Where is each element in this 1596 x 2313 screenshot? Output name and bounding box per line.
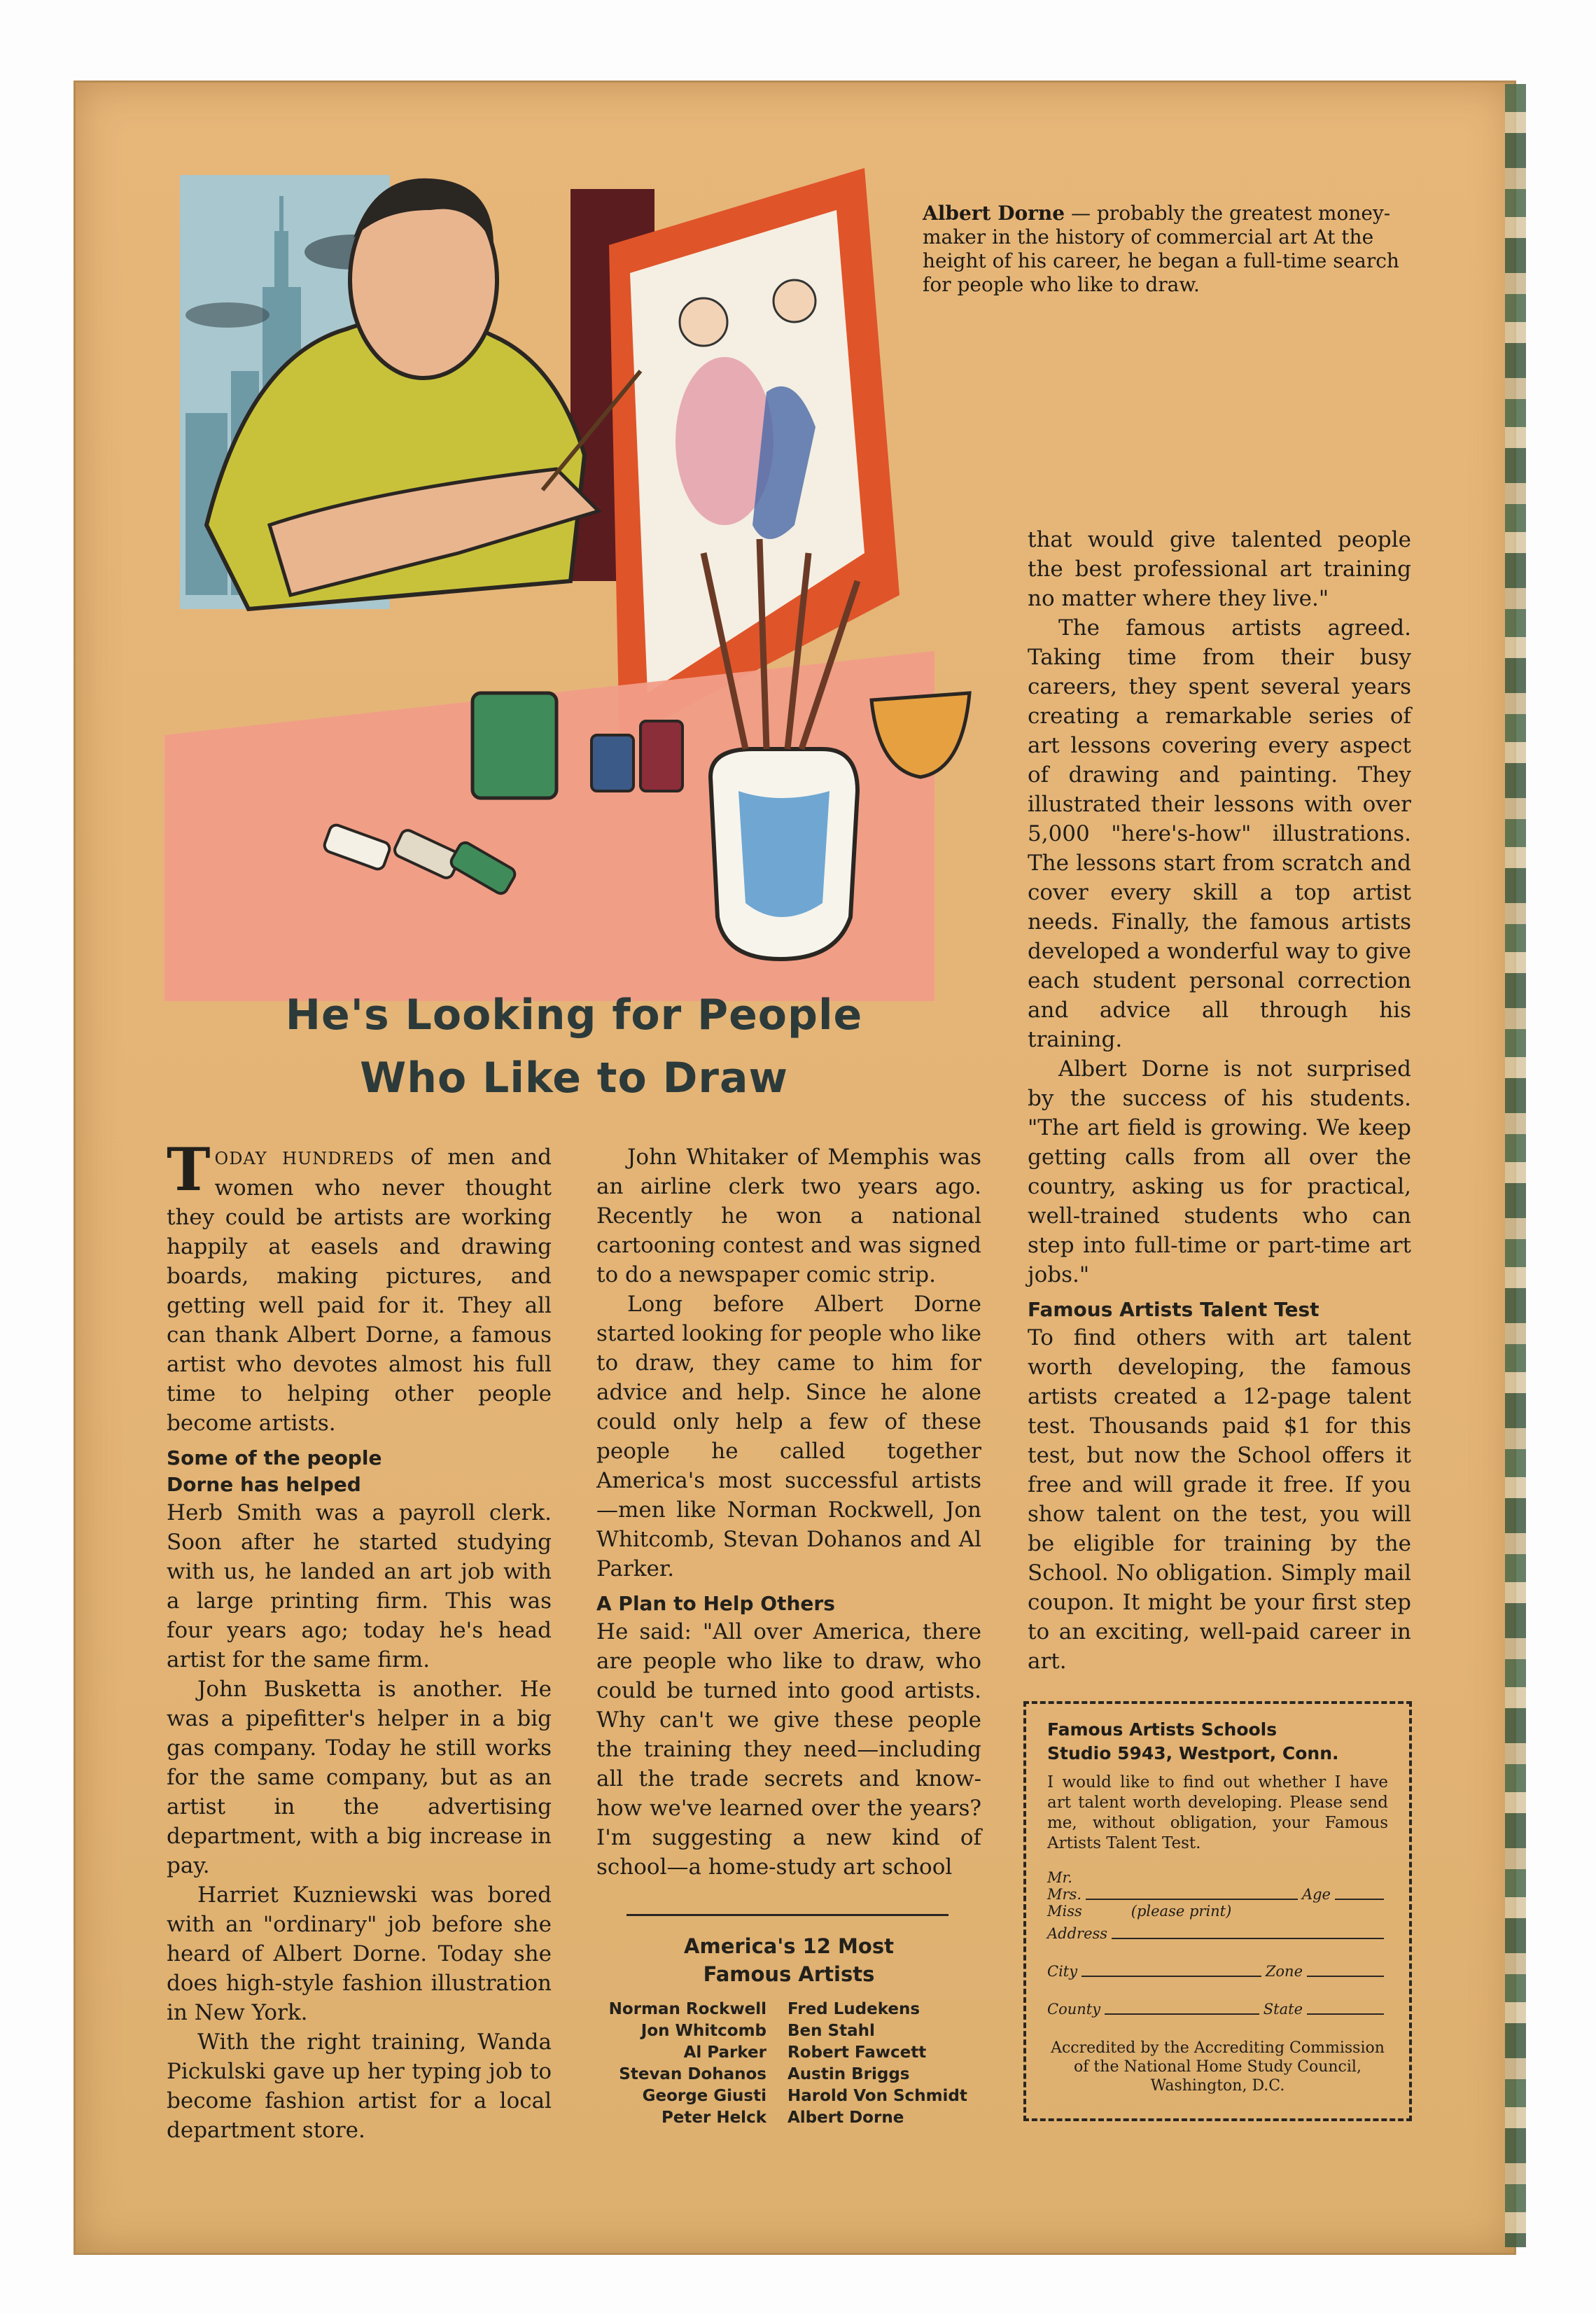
artist-name: Harold Von Schmidt: [788, 2087, 967, 2105]
artists-list: [589, 1999, 995, 2129]
artist-name: Albert Dorne: [788, 2109, 904, 2127]
artists-divider: [626, 1914, 948, 1916]
drop-cap: T: [167, 1135, 211, 1204]
coupon-label-address: Address: [1047, 1925, 1108, 1942]
paragraph-he-said: He said: "All over America, there are people who like to draw, who could be turned into good artists. Why can't we give these people the training they need—including all the trade secrets and know-how we've learned over the years? I'm suggesting a new kind of school—a home-study art school: [596, 1619, 981, 1880]
artist-name: George Giusti: [642, 2087, 766, 2105]
paragraph-harriet: Harriet Kuzniewski was bored with an "ordinary" job before she heard of Albert Dorne. Today she does high-style fashion illustration in New York.: [167, 1882, 552, 2025]
coupon-title-line-1: Famous Artists Schools: [1047, 1719, 1278, 1740]
column-1: [167, 1135, 552, 2145]
artist-name: Stevan Dohanos: [619, 2065, 766, 2083]
subhead-line-2: Dorne has helped: [167, 1473, 361, 1496]
illustration-caption: [923, 202, 1413, 297]
paragraph-talented-people: that would give talented people the best professional art training no matter where they live.": [1028, 527, 1411, 611]
coupon-label-zone: Zone: [1265, 1963, 1303, 1980]
address-field[interactable]: [1112, 1938, 1384, 1939]
coupon-label-city: City: [1047, 1963, 1078, 1980]
coupon-label-miss: Miss: [1047, 1903, 1082, 1920]
state-field[interactable]: [1307, 2013, 1384, 2015]
artist-name: Peter Helck: [661, 2109, 766, 2127]
column-3: [1028, 525, 1411, 1676]
zone-field[interactable]: [1307, 1976, 1384, 1977]
list-item: [589, 2020, 995, 2042]
paragraph-wanda: With the right training, Wanda Pickulski gave up her typing job to become fashion artist for a local department store.: [167, 2029, 552, 2143]
subhead-plan: A Plan to Help Others: [596, 1592, 835, 1615]
lead-smallcaps: ODAY HUNDREDS: [214, 1149, 395, 1168]
artists-title-line-1: America's 12 Most: [684, 1934, 894, 1958]
subhead-talent-test: Famous Artists Talent Test: [1028, 1298, 1320, 1321]
paragraph-herb-smith: Herb Smith was a payroll clerk. Soon after he started studying with us, he landed an art job with a large printing firm. This was four years ago; today he's head artist for the same firm.: [167, 1500, 552, 1672]
list-item: [589, 1999, 995, 2020]
age-field[interactable]: [1335, 1899, 1384, 1900]
caption-text: — probably the greatest money-maker in the history of commercial art At the height of his career, he began a full-time search for people who like to draw.: [923, 202, 1399, 296]
coupon-label-mr: Mr.: [1047, 1869, 1072, 1886]
list-item: [589, 2064, 995, 2085]
artists-title: [589, 1932, 988, 1988]
intro-text: of men and women who never thought they could be artists are working happily at easels and drawing boards, making pictures, and getting well paid for it. They all can thank Albert Dorne, a famous artist who devotes almost his full time to helping other people become artists.: [167, 1145, 552, 1436]
coupon-title-line-2: Studio 5943, Westport, Conn.: [1047, 1743, 1339, 1763]
headline: [189, 984, 959, 1110]
coupon-mr-row: [1047, 1869, 1388, 1886]
coupon-county-row[interactable]: [1047, 2001, 1388, 2018]
column-2: [596, 1142, 981, 1882]
coupon-label-mrs: Mrs.: [1047, 1886, 1082, 1903]
coupon-label-county: County: [1047, 2001, 1101, 2018]
paragraph-john-busketta: John Busketta is another. He was a pipefitter's helper in a big gas company. Today he still works for the same company, but as an artist in the advertising department, with a big increase in pay.: [167, 1677, 552, 1878]
artist-name: Ben Stahl: [788, 2022, 875, 2040]
coupon-label-age: Age: [1301, 1886, 1331, 1903]
city-field[interactable]: [1082, 1976, 1261, 1977]
coupon-body: I would like to find out whether I have art talent worth developing. Please send me, without obligation, your Famous Artists Talent Test.: [1047, 1773, 1388, 1852]
artists-title-line-2: Famous Artists: [703, 1962, 875, 1986]
paragraph-not-surprised: Albert Dorne is not surprised by the success of his students. "The art field is growing. We keep getting calls from all over the country, asking us for practical, well-trained students who can step into full-time or part-time art jobs.": [1028, 1056, 1411, 1287]
subhead-line-1: Some of the people: [167, 1446, 382, 1469]
artist-name: Al Parker: [683, 2043, 766, 2062]
artist-name: Austin Briggs: [788, 2065, 910, 2083]
mail-coupon[interactable]: [1023, 1701, 1412, 2121]
artist-name: Fred Ludekens: [788, 2000, 920, 2018]
paragraph-long-before: Long before Albert Dorne started looking for people who like to draw, they came to him for advice and help. Since he alone could only help a few of these people he called together America's most successful artists —men like Norman Rockwell, Jon Whitcomb, Stevan Dohanos and Al Parker.: [596, 1292, 981, 1581]
paint-jar-green: [472, 693, 556, 798]
coupon-title: [1047, 1718, 1388, 1766]
coupon-accreditation: Accredited by the Accrediting Commission of the National Home Study Council, Washington, D.C.: [1051, 2039, 1385, 2095]
coupon-city-row[interactable]: [1047, 1963, 1388, 1980]
artist-name: Jon Whitcomb: [640, 2022, 766, 2040]
caption-name: Albert Dorne: [923, 202, 1065, 225]
coupon-address-row[interactable]: [1047, 1925, 1388, 1942]
paragraph-john-whitaker: John Whitaker of Memphis was an airline clerk two years ago. Recently he won a national cartooning contest and was signed to do a newspaper comic strip.: [596, 1145, 981, 1287]
intro-paragraph: [167, 1135, 552, 1438]
coupon-label-please-print: (please print): [1130, 1903, 1232, 1920]
artist-name: Robert Fawcett: [788, 2043, 927, 2062]
coupon-miss-row: [1047, 1903, 1388, 1920]
list-item: [589, 2042, 995, 2064]
coupon-label-state: State: [1263, 2001, 1303, 2018]
comic-spine-edge: [1505, 84, 1526, 2247]
list-item: [589, 2085, 995, 2107]
name-field[interactable]: [1086, 1899, 1298, 1900]
paragraph-famous-artists-agreed: The famous artists agreed. Taking time from their busy careers, they spent several years creating a remarkable series of art lessons covering every aspect of drawing and painting. They illustrated their lessons with over 5,000 "here's-how" illustrations. The lessons start from scratch and cover every skill a top artist needs. Finally, the famous artists developed a wonderful way to give each student personal correction and advice all through his training.: [1028, 615, 1411, 1052]
albert-dorne-illustration: [164, 161, 1004, 1001]
subhead-some-people: [167, 1445, 552, 1498]
artist-name: Norman Rockwell: [608, 2000, 766, 2018]
list-item: [589, 2107, 995, 2129]
paragraph-find-others: To find others with art talent worth developing, the famous artists created a 12-page talent test. Thousands paid $1 for this test, but now the School offers it free and will grade it free. If you show talent on the test, you will be eligible for training by the School. No obligation. Simply mail coupon. It might be your first step to an exciting, well-paid career in art.: [1028, 1325, 1411, 1674]
coupon-mrs-row[interactable]: [1047, 1886, 1388, 1903]
headline-line-2: Who Like to Draw: [360, 1054, 788, 1103]
county-field[interactable]: [1105, 2013, 1259, 2015]
headline-line-1: He's Looking for People: [285, 991, 863, 1040]
